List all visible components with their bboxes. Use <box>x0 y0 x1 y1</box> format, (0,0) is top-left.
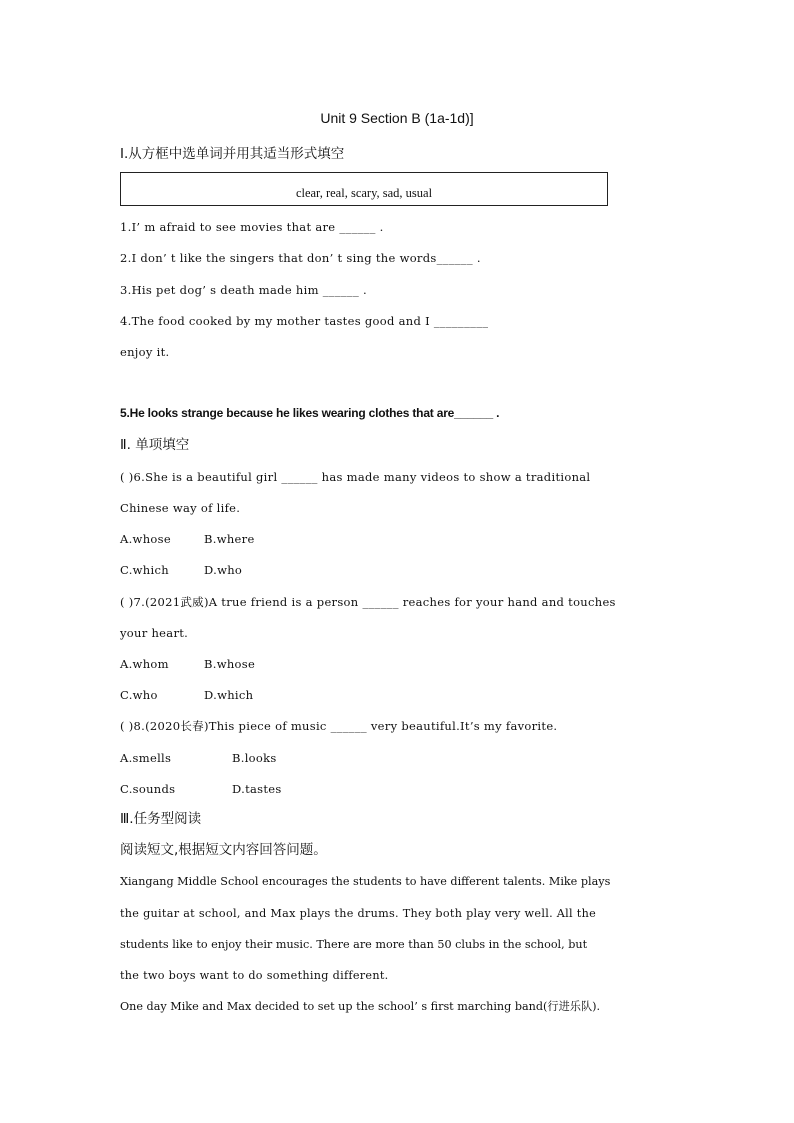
passage-line-2: the guitar at school, and Max plays the drums. They both play very well. All the <box>120 907 597 920</box>
question-2: 2.I don’ t like the singers that don’ t sing the words______ . <box>120 251 481 265</box>
option-c: C.sounds <box>120 782 176 796</box>
option-b: B.where <box>204 532 255 546</box>
question-7-options-row2 <box>120 687 253 703</box>
option-a: A.whose <box>120 532 171 546</box>
option-c: C.who <box>120 688 158 702</box>
question-5: 5.He looks strange because he likes wearing clothes that are______ . <box>120 406 500 420</box>
question-8-options-row1 <box>120 750 277 766</box>
question-6-line2: Chinese way of life. <box>120 501 241 515</box>
section3-heading: Ⅲ.任务型阅读 <box>120 811 202 827</box>
page-title: Unit 9 Section B (1a-1d)] <box>320 110 474 126</box>
question-4-line1: 4.The food cooked by my mother tastes good and I _________ <box>120 314 489 328</box>
question-7-line2: your heart. <box>120 626 189 640</box>
question-7-line1: ( )7.(2021武威)A true friend is a person ______ reaches for your hand and touches <box>120 595 616 609</box>
question-4-line2: enjoy it. <box>120 345 170 359</box>
section2-heading: Ⅱ. 单项填空 <box>120 437 190 453</box>
passage-line-3: students like to enjoy their music. There are more than 50 clubs in the school, but <box>120 938 588 951</box>
question-6-line1: ( )6.She is a beautiful girl ______ has made many videos to show a traditional <box>120 470 591 484</box>
question-6-options-row2 <box>120 562 242 578</box>
option-c: C.which <box>120 563 169 577</box>
section3-instruction: 阅读短文,根据短文内容回答问题。 <box>120 842 327 858</box>
question-3: 3.His pet dog’ s death made him ______ . <box>120 283 367 297</box>
question-8-line1: ( )8.(2020长春)This piece of music ______ very beautiful.It’s my favorite. <box>120 719 558 733</box>
passage-line-1: Xiangang Middle School encourages the students to have different talents. Mike plays <box>120 875 611 888</box>
word-box <box>120 172 608 206</box>
option-d: D.which <box>204 688 254 702</box>
section1-heading: Ⅰ.从方框中选单词并用其适当形式填空 <box>120 146 345 162</box>
option-b: B.whose <box>204 657 256 671</box>
question-6-options-row1 <box>120 531 255 547</box>
question-1: 1.I’ m afraid to see movies that are ______ . <box>120 220 384 234</box>
question-8-options-row2 <box>120 781 282 797</box>
question-7-options-row1 <box>120 656 255 672</box>
option-a: A.whom <box>120 657 169 671</box>
option-b: B.looks <box>232 751 277 765</box>
passage-line-4: the two boys want to do something different. <box>120 969 389 982</box>
option-d: D.who <box>204 563 243 577</box>
option-d: D.tastes <box>232 782 282 796</box>
passage-line-5: One day Mike and Max decided to set up the school’ s first marching band(行进乐队). <box>120 1000 601 1013</box>
word-box-text: clear, real, scary, sad, usual <box>295 186 433 200</box>
option-a: A.smells <box>120 751 172 765</box>
